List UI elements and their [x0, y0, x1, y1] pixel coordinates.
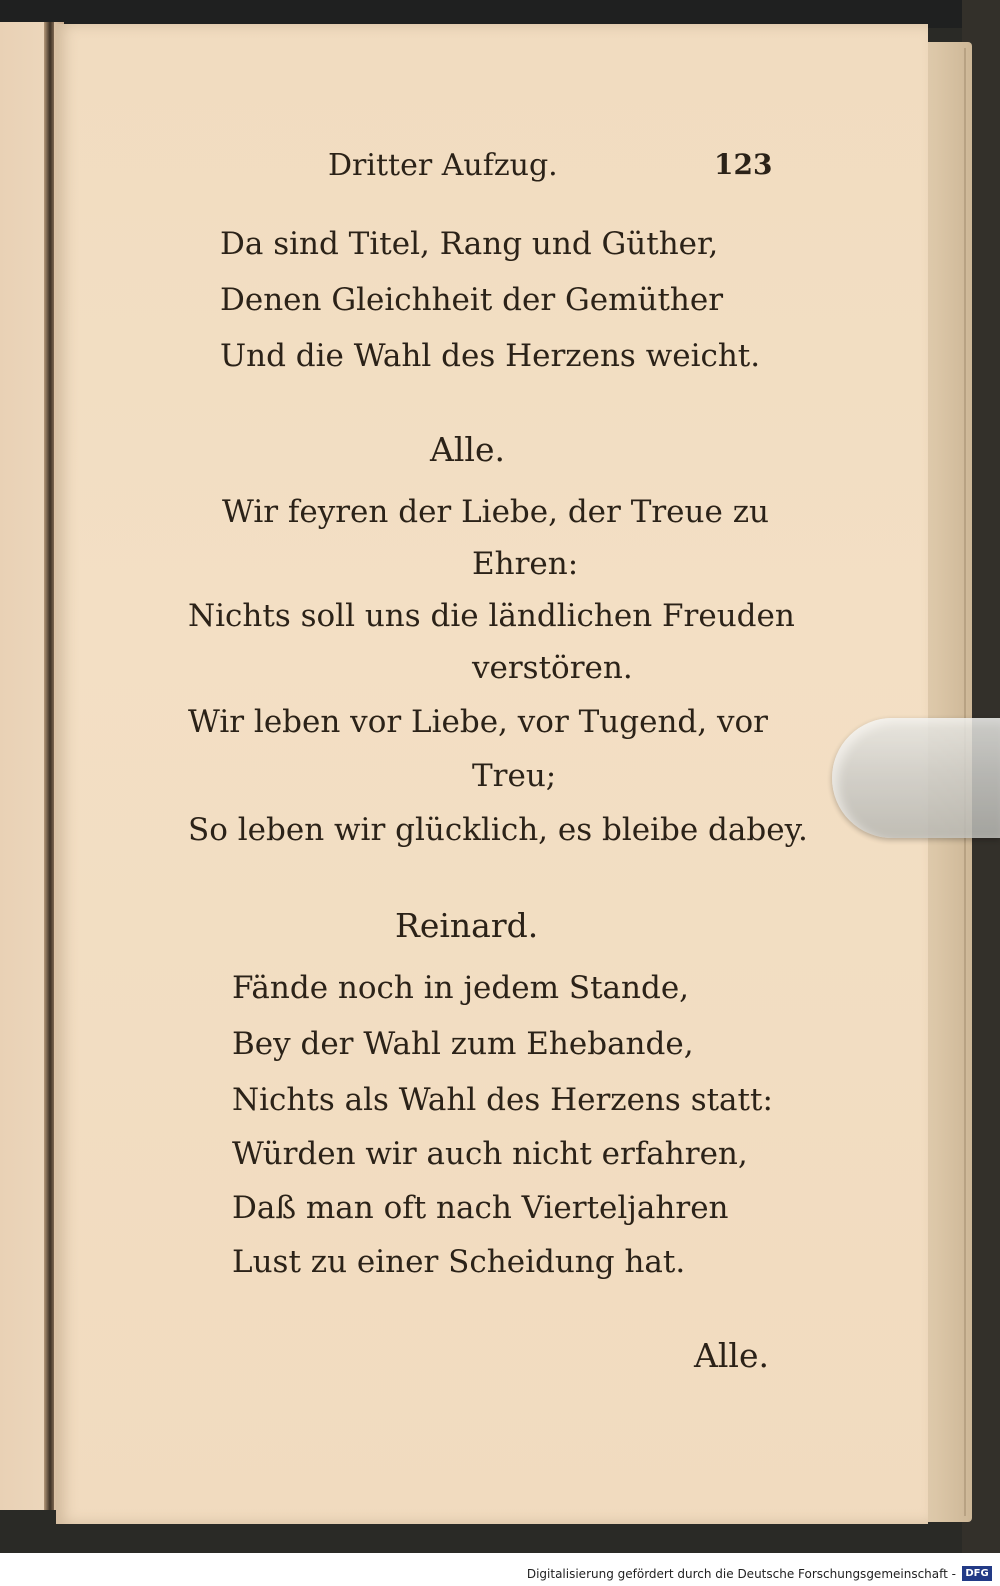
verse-line: Da sind Titel, Rang und Güther,	[220, 226, 719, 262]
speaker-heading: Alle.	[430, 430, 505, 469]
dfg-logo: DFG	[962, 1566, 992, 1581]
chorus-line: So leben wir glücklich, es bleibe dabey.	[188, 812, 808, 848]
left-page-edge	[0, 22, 64, 1510]
chorus-line: Wir leben vor Liebe, vor Tugend, vor	[188, 704, 768, 740]
chorus-line: Nichts soll uns die ländlichen Freuden	[188, 598, 795, 634]
verse-line: Und die Wahl des Herzens weicht.	[220, 338, 761, 374]
verse-line: Nichts als Wahl des Herzens statt:	[232, 1082, 773, 1118]
running-title: Dritter Aufzug.	[328, 148, 558, 183]
chorus-line: Wir feyren der Liebe, der Treue zu	[222, 494, 769, 530]
book-spine	[44, 22, 54, 1510]
speaker-heading: Reinard.	[395, 906, 539, 945]
verse-line: Daß man oft nach Vierteljahren	[232, 1190, 729, 1226]
page-number: 123	[714, 148, 773, 181]
page-clip	[832, 718, 1000, 838]
catchword: Alle.	[694, 1336, 769, 1375]
chorus-line-continuation: Ehren:	[472, 546, 579, 582]
verse-line: Bey der Wahl zum Ehebande,	[232, 1026, 694, 1062]
digitization-credit: Digitalisierung gefördert durch die Deutsche Forschungsgemeinschaft -	[526, 1567, 956, 1581]
verse-line: Würden wir auch nicht erfahren,	[232, 1136, 748, 1172]
verse-line: Lust zu einer Scheidung hat.	[232, 1244, 686, 1280]
verse-line: Fände noch in jedem Stande,	[232, 970, 690, 1006]
verse-line: Denen Gleichheit der Gemüther	[220, 282, 724, 318]
chorus-line-continuation: verstören.	[472, 650, 633, 686]
chorus-line-continuation: Treu;	[472, 758, 557, 794]
